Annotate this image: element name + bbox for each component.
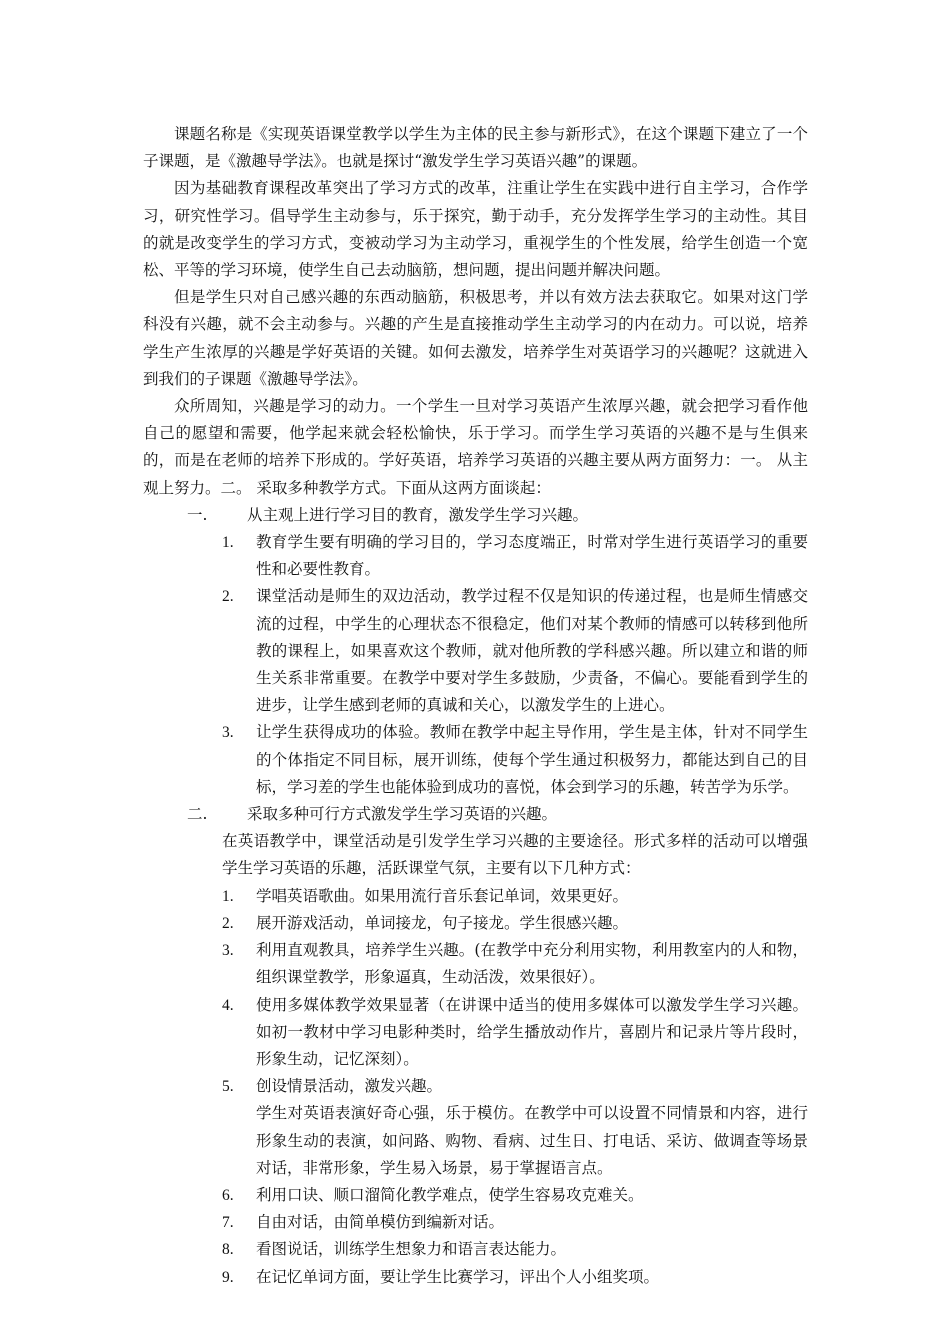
item-text: 教育学生要有明确的学习目的，学习态度端正，时常对学生进行英语学习的重要性和必要性教育。 (256, 533, 808, 579)
list-item (143, 1073, 808, 1100)
section-title: 从主观上进行学习目的教育，激发学生学习兴趣。 (247, 505, 589, 524)
item-text: 自由对话，由简单模仿到编新对话。 (256, 1213, 505, 1232)
item-detail: 学生对英语表演好奇心强，乐于模仿。在教学中可以设置不同情景和内容，进行形象生动的表演，如问路、购物、看病、过生日、打电话、采访、做调查等场景对话，非常形象，学生易入场景，易于掌握语言点。 (256, 1104, 808, 1177)
interest-paragraph: 但是学生只对自己感兴趣的东西动脑筋，积极思考，并以有效方法去获取它。如果对这门学科没有兴趣，就不会主动参与。兴趣的产生是直接推动学生主动学习的内在动力。可以说，培养学生产生浓厚的兴趣是学好英语的关键。如何去激发，培养学生对英语学习的兴趣呢？这就进入到我们的子课题《激趣导学法》。 (143, 288, 808, 388)
section-description: 在英语教学中，课堂活动是引发学生学习兴趣的主要途径。形式多样的活动可以增强学生学习英语的乐趣，活跃课堂气氛，主要有以下几种方式： (222, 832, 808, 878)
list-item (143, 583, 808, 719)
item-number: 4. (222, 996, 234, 1014)
section-heading-2 (143, 801, 808, 828)
item-text: 利用直观教具，培养学生兴趣。(在教学中充分利用实物，利用教室内的人和物，组织课堂教学，形象逼真，生动活泼，效果很好）。 (256, 941, 808, 987)
item-number: 7. (222, 1214, 234, 1232)
list-item (143, 883, 808, 910)
item-number: 1. (222, 887, 234, 905)
list-item (143, 1236, 808, 1263)
item-text: 看图说话，训练学生想象力和语言表达能力。 (256, 1240, 567, 1259)
item-text: 学唱英语歌曲。如果用流行音乐套记单词，效果更好。 (256, 886, 629, 905)
item-text: 展开游戏活动，单词接龙，句子接龙。学生很感兴趣。 (256, 913, 629, 932)
item-number: 6. (222, 1186, 234, 1204)
item-number: 8. (222, 1241, 234, 1259)
item-text: 让学生获得成功的体验。教师在教学中起主导作用，学生是主体，针对不同学生的个体指定不同目标，展开训练，使每个学生通过积极努力，都能达到自己的目标，学习差的学生也能体验到成功的喜悦，体会到学习的乐趣，转苦学为乐学。 (256, 723, 808, 796)
item-number: 2. (222, 914, 234, 932)
item-number: 3. (222, 942, 234, 960)
item-number: 9. (222, 1268, 234, 1286)
item-number: 1. (222, 534, 234, 552)
item-text: 在记忆单词方面，要让学生比赛学习，评出个人小组奖项。 (256, 1267, 660, 1286)
item-text: 使用多媒体教学效果显著（在讲课中适当的使用多媒体可以激发学生学习兴趣。如初一教材中学习电影种类时，给学生播放动作片，喜剧片和记录片等片段时，形象生动，记忆深刻）。 (256, 995, 808, 1068)
item-number: 5. (222, 1078, 234, 1096)
item-text: 创设情景活动，激发兴趣。 (256, 1077, 443, 1096)
section-title: 采取多种可行方式激发学生学习英语的兴趣。 (247, 805, 558, 824)
section-number: 二. (187, 805, 208, 824)
background-paragraph: 因为基础教育课程改革突出了学习方式的改革，注重让学生在实践中进行自主学习，合作学习，研究性学习。倡导学生主动参与，乐于探究，勤于动手，充分发挥学生学习的主动性。其目的就是改变学生的学习方式，变被动学习为主动学习，重视学生的个性发展，给学生创造一个宽松、平等的学习环境，使学生自己去动脑筋，想问题，提出问题并解决问题。 (143, 179, 808, 280)
item-number: 3. (222, 724, 234, 742)
list-item (143, 1264, 808, 1291)
list-item (143, 529, 808, 583)
list-item (143, 937, 808, 991)
document-page (143, 121, 808, 1291)
item-text: 利用口诀、顺口溜简化教学难点，使学生容易攻克难关。 (256, 1185, 644, 1204)
item-number: 2. (222, 588, 234, 606)
list-item (143, 910, 808, 937)
list-item (143, 1209, 808, 1236)
list-item (143, 992, 808, 1074)
list-item (143, 719, 808, 801)
intro-paragraph: 课题名称是《实现英语课堂教学以学生为主体的民主参与新形式》，在这个课题下建立了一个子课题，是《激趣导学法》。也就是探讨“激发学生学习英语兴趣”的课题。 (143, 125, 808, 171)
section-heading-1 (143, 502, 808, 529)
list-item (143, 1182, 808, 1209)
motivation-paragraph: 众所周知，兴趣是学习的动力。一个学生一旦对学习英语产生浓厚兴趣，就会把学习看作他自己的愿望和需要，他学起来就会轻松愉快，乐于学习。而学生学习英语的兴趣不是与生俱来的，而是在老师的培养下形成的。学好英语，培养学习英语的兴趣主要从两方面努力：一。 从主观上努力。二。 采取多种教学方式。下面从这两方面谈起： (143, 397, 808, 497)
item-text: 课堂活动是师生的双边活动，教学过程不仅是知识的传递过程，也是师生情感交流的过程，中学生的心理状态不很稳定，他们对某个教师的情感可以转移到他所教的课程上，如果喜欢这个教师，就对他所教的学科感兴趣。所以建立和谐的师生关系非常重要。在教学中要对学生多鼓励，少责备，不偏心。要能看到学生的进步，让学生感到老师的真诚和关心，以激发学生的上进心。 (256, 587, 808, 715)
section-number: 一. (187, 505, 208, 524)
